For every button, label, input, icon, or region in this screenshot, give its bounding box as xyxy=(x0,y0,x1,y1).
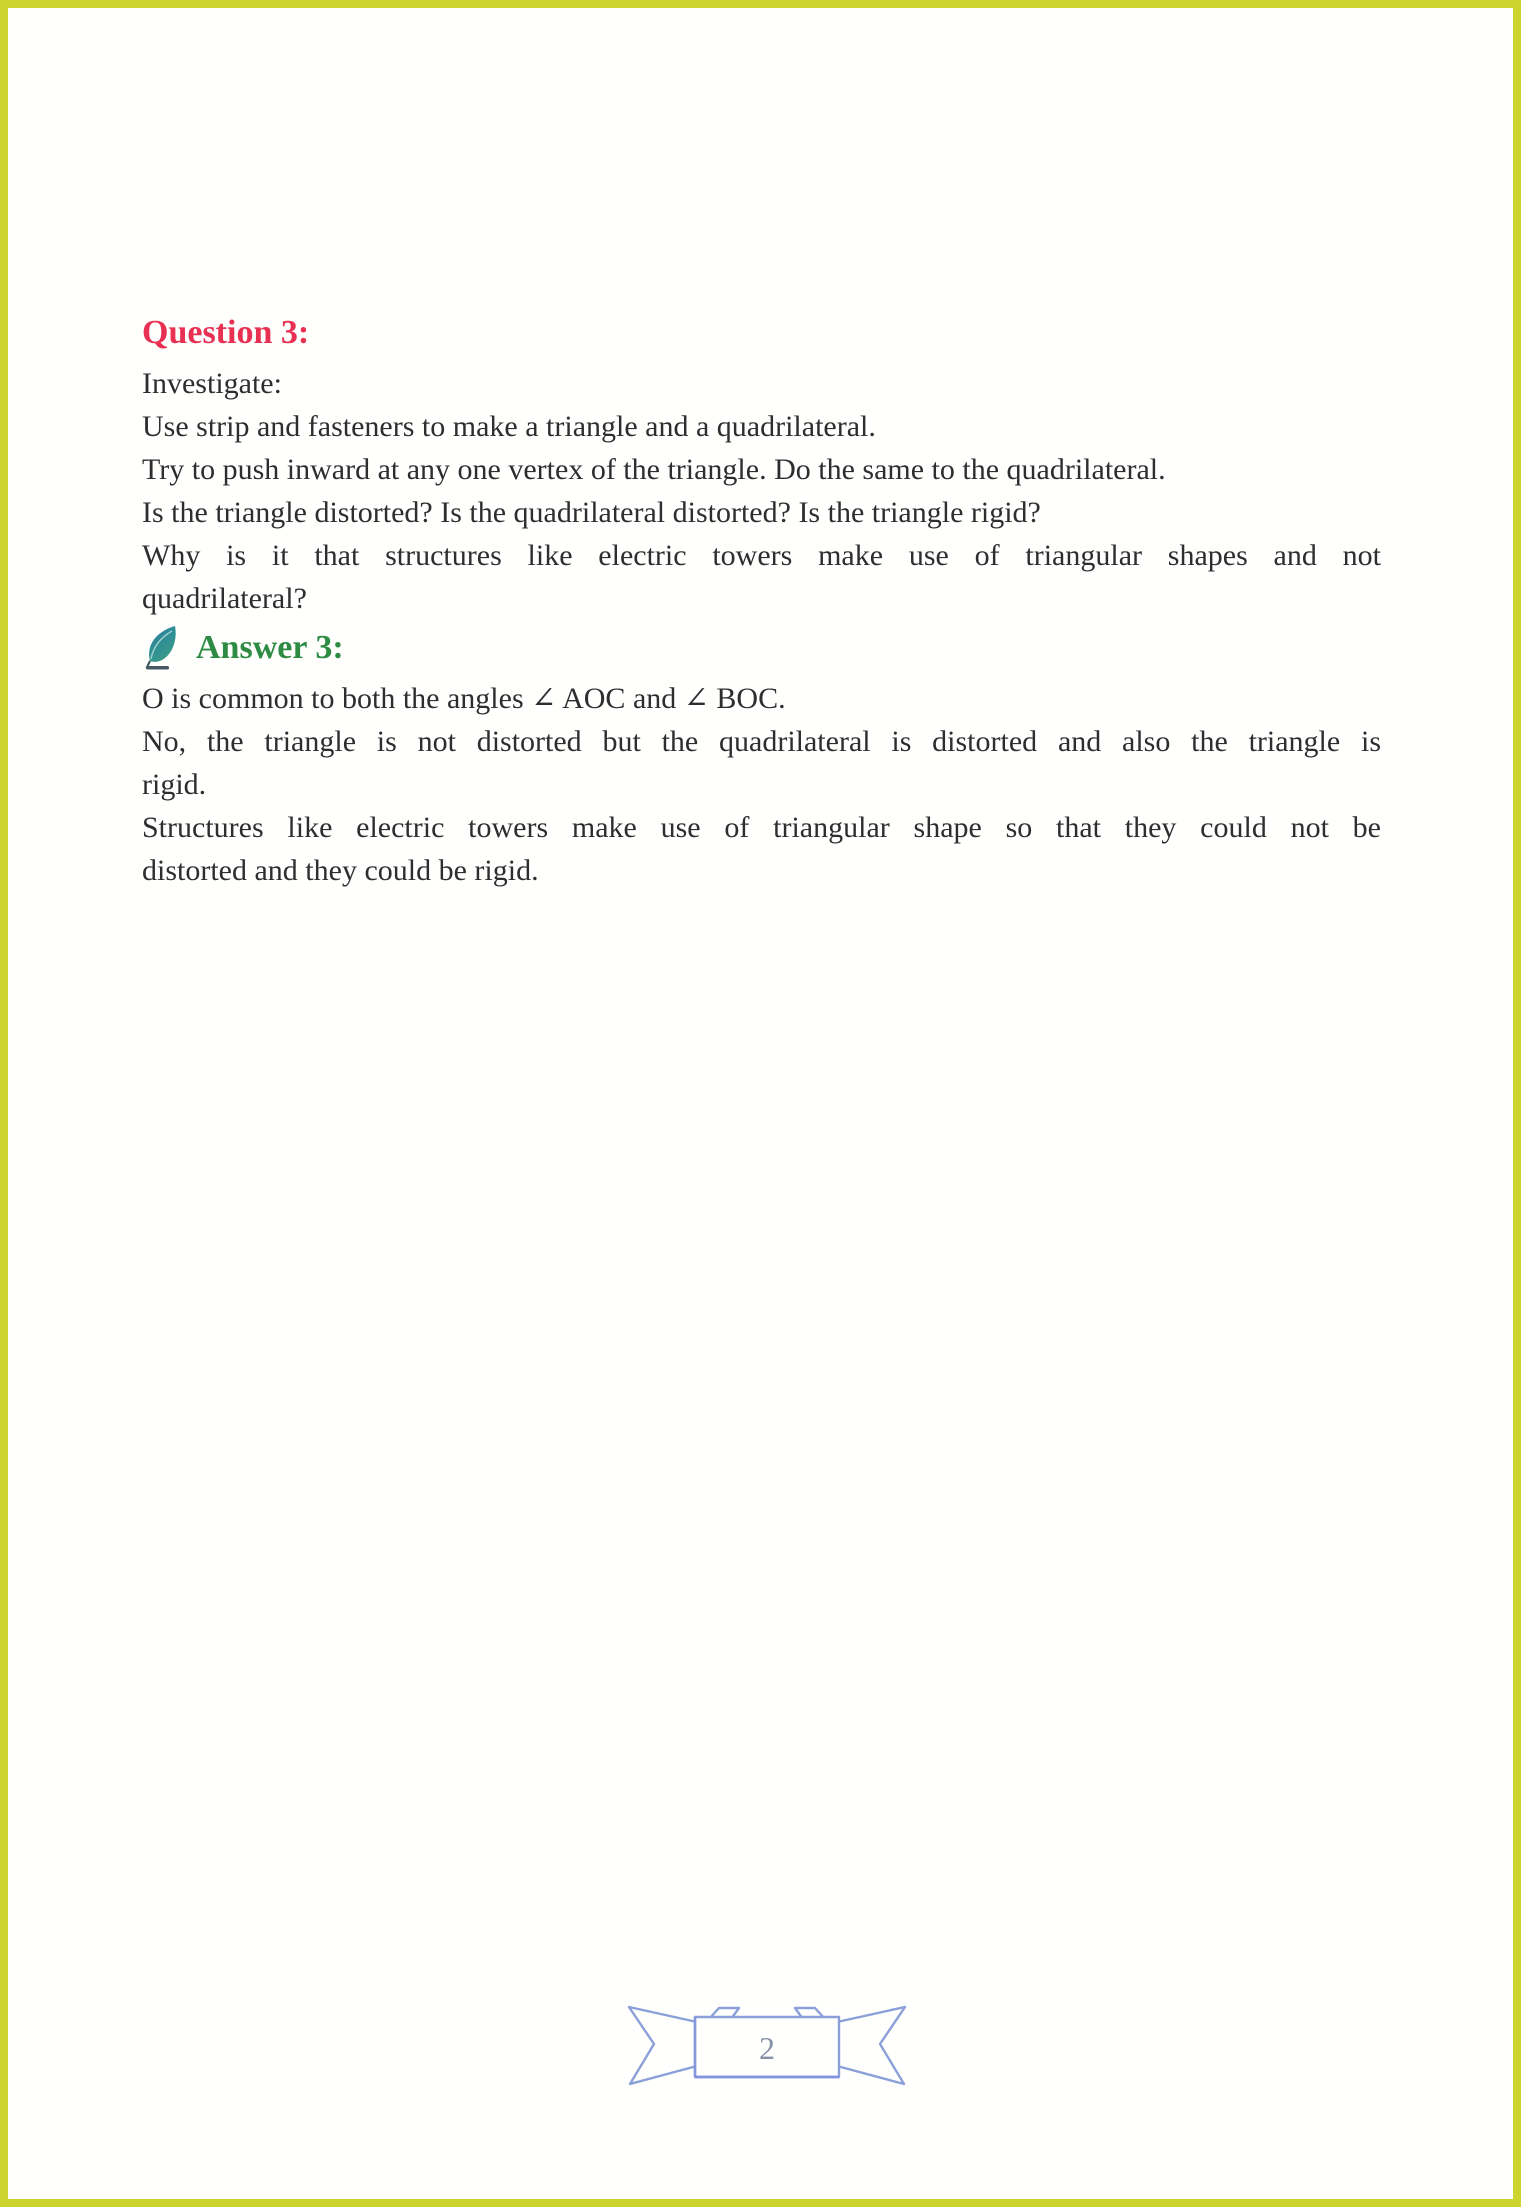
answer-line: distorted and they could be rigid. xyxy=(142,854,539,887)
answer-line: rigid. xyxy=(142,768,207,801)
answer-line: O is common to both the angles ∠ AOC and ∠ BOC. xyxy=(142,682,786,715)
answer-heading-row xyxy=(142,623,1381,673)
page-number: 2 xyxy=(759,2030,775,2066)
question-line: Use strip and fasteners to make a triangle and a quadrilateral. xyxy=(142,410,876,443)
question-line: quadrilateral? xyxy=(142,582,307,615)
question-line: Investigate: xyxy=(142,367,282,400)
question-line: Try to push inward at any one vertex of the triangle. Do the same to the quadrilateral. xyxy=(142,453,1166,486)
question-heading: Question 3: xyxy=(142,314,310,351)
answer-line: Structures like electric towers make use of triangular shape so that they could not be xyxy=(142,811,1381,844)
answer-line: No, the triangle is not distorted but the quadrilateral is distorted and also the triangle is xyxy=(142,725,1381,758)
answer-heading: Answer 3: xyxy=(196,629,344,666)
question-line: Is the triangle distorted? Is the quadrilateral distorted? Is the triangle rigid? xyxy=(142,496,1041,529)
page-content xyxy=(142,310,1381,892)
leaf-logo-icon xyxy=(142,624,182,672)
question-line: Why is it that structures like electric towers make use of triangular shapes and not xyxy=(142,539,1381,572)
